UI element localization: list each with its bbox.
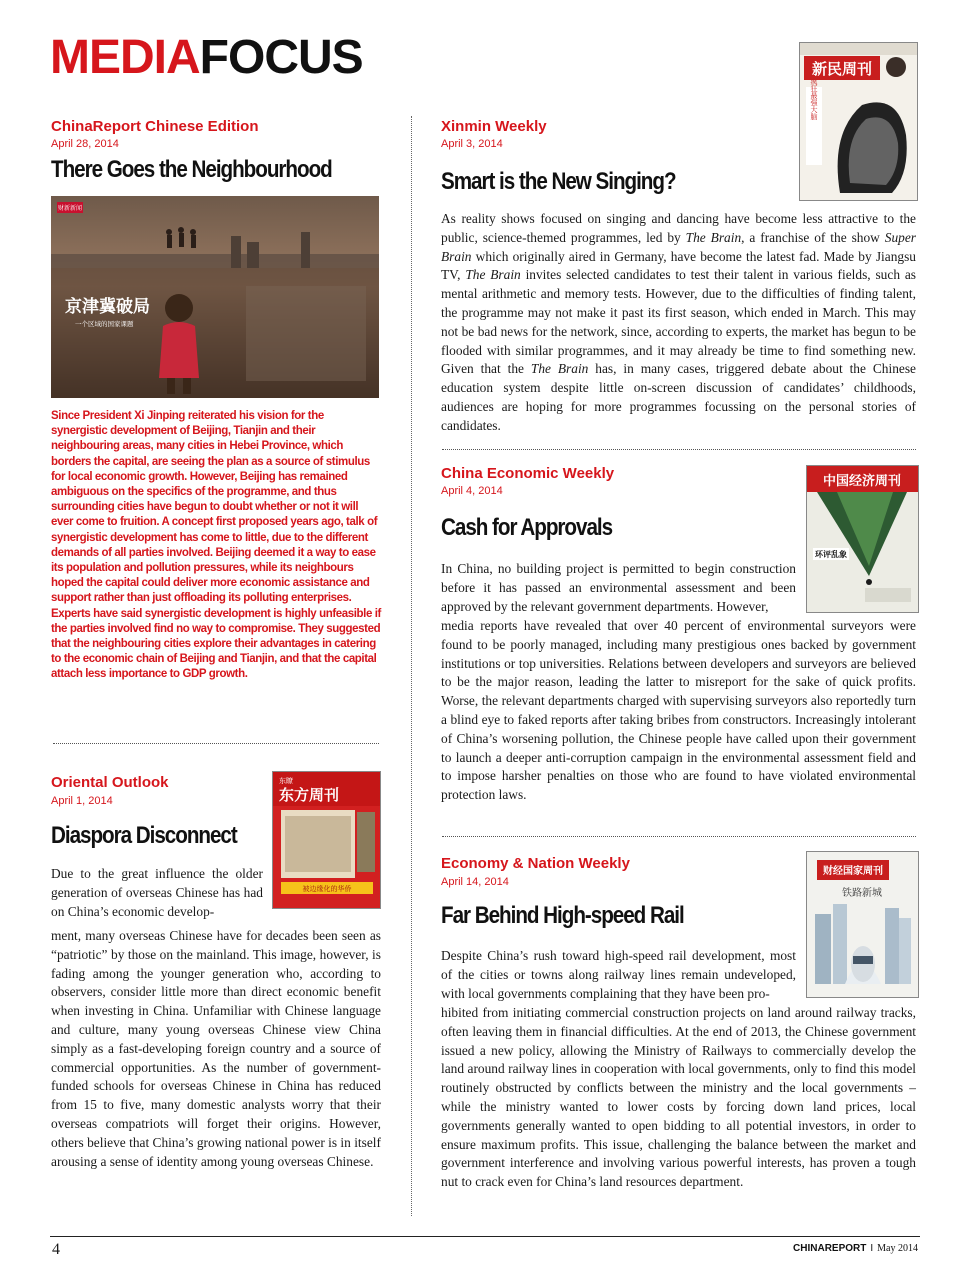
article-body-intro: Despite China’s rush toward high-speed rail development, most of the cities or towns along railway lines remain undeveloped, with local governments complaining that they have been pro- — [441, 948, 796, 1001]
page-number: 4 — [52, 1241, 60, 1258]
feature-photo — [51, 196, 379, 398]
publication-date: April 3, 2014 — [441, 138, 503, 150]
photo-subtitle: 一个区域的国家课题 — [75, 320, 134, 328]
masthead-media: MEDIA — [50, 31, 200, 84]
article-headline: There Goes the Neighbourhood — [51, 156, 332, 183]
article-headline: Diaspora Disconnect — [51, 822, 237, 849]
publication-date: April 4, 2014 — [441, 485, 503, 497]
cover-tag: 东瞭 — [279, 777, 293, 785]
magazine-cover-graphic — [800, 43, 917, 200]
cover-title: 中国经济周刊 — [822, 474, 902, 489]
magazine-cover-oriental-outlook — [272, 771, 381, 909]
article-headline: Cash for Approvals — [441, 514, 613, 541]
footer-brand — [793, 1243, 918, 1254]
cover-tag: 疯狂最强大脑 — [810, 78, 818, 120]
magazine-cover-graphic — [807, 466, 918, 612]
cover-banner: 被边缘化的华侨 — [302, 885, 352, 893]
masthead — [50, 31, 363, 84]
masthead-focus: FOCUS — [199, 31, 363, 84]
cover-tag: 铁路新城 — [842, 888, 882, 899]
footer-brand-name: CHINAREPORT — [793, 1243, 867, 1254]
magazine-cover-xinmin — [799, 42, 918, 201]
footer-issue-month: May 2014 — [877, 1243, 918, 1254]
article-headline: Smart is the New Singing? — [441, 168, 676, 195]
magazine-cover-graphic — [273, 772, 380, 908]
publication-date: April 28, 2014 — [51, 138, 119, 150]
column-divider — [411, 116, 412, 1216]
article-body: As reality shows focused on singing and dancing have become less attractive to the public, science-themed programmes, led by The Brain, a franchise of the show Super Brain which originally aired in Germany, have become the latest fad. Made by Jiangsu TV, The Brain invites selected candidates to test their talent in various fields, such as mental arithmetic and memory tests. However, due to the difficulties of finding talent, the programme may not make it past its first season, which ended in March. This may not be bad news for the network, since, according to experts, the market has begun to be flooded with similar programmes, and it may already be time to find something new. Given that the The Brain has, in many cases, triggered debate about the Chinese education system despite little on-screen discussion of candidates’ childhoods, audiences are hoping for more programmes focussing on the personal stories of candidates. — [441, 211, 916, 433]
footer-rule — [50, 1236, 920, 1237]
magazine-cover-economy-nation-weekly — [806, 851, 919, 998]
cover-title: 新民周刊 — [811, 60, 873, 78]
publication-name: Oriental Outlook — [51, 774, 169, 791]
section-divider — [442, 836, 916, 837]
photo-logo: 财新新闻 — [57, 205, 83, 212]
publication-name: Xinmin Weekly — [441, 118, 547, 135]
article-body: media reports have revealed that over 40 percent of environmental surveyors were found to be poorly managed, including many prestigious ones backed by government institutions or top universities. Relations between developers and surveyors are believed to be the major reason, leading the latter to misreport for the sake of quick profits. Worse, the relevant departments charged with supervising surveyors also reportedly turn a blind eye to faked reports after taking bribes from constructors. Increasingly intolerant of China’s worsening pollution, the Chinese people have called upon their government to launch a deeper anti-corruption campaign in the environmental assessment field and to impose harsher penalties on those who are found to have violated environmental protection laws. — [441, 618, 916, 803]
publication-name: ChinaReport Chinese Edition — [51, 118, 259, 135]
publication-name: China Economic Weekly — [441, 465, 615, 482]
section-divider — [442, 449, 916, 450]
feature-photo-graphic — [51, 196, 379, 398]
magazine-cover-graphic — [807, 852, 918, 997]
footer-separator: I — [870, 1243, 874, 1254]
article-summary: Since President Xi Jinping reiterated his vision for the synergistic development of Beijing, Tianjin and their neighbouring areas, many cities in Hebei Province, which borders the capital, are seeing the plan as a source of stimulus for local economic growth. However, Beijing has remained ambiguous on the specifics of the programme, and thus surrounding cities have begun to doubt whether or not it will ever come to fruition. A concept first proposed years ago, talk of synergistic development has come to little, due to the different demands of all parties involved. Beijing deemed it a way to ease its population and pollution pressures, while its neighbours hoped the capital could deliver more economic assistance and support rather than just offloading its polluting enterprises. Experts have said synergistic development is highly unfeasible if the parties involved find no way to compromise. They suggested that the neighbouring cities explore their advantages in catering to the economic chain of Beijing and Tianjin, and that the capital attach less importance to GDP growth. — [51, 410, 381, 681]
publication-date: April 1, 2014 — [51, 795, 113, 807]
article-body: hibited from initiating commercial construction projects on land around railway tracks, often leaving them in financial difficulties. At the end of 2013, the Chinese government issued a new policy, allowing the Ministry of Railways to commercially develop the land around railway lines in cooperation with local governments, only to find this model routinely obstructed by conflicts between the ministry and the local governments – while the ministry wanted to lower costs by forcing down land prices, local governments generally wanted to open bidding to all potential investors, in order to ensure maximum profits. This issue, challenging the balance between the market and government interference and involving various powerful interests, has proven a tough nut to crack even for China’s land resources department. — [441, 1005, 916, 1190]
photo-title: 京津冀破局 — [65, 297, 150, 317]
article-body-intro: In China, no building project is permitted to begin construction before it has passed an environmental assessment and been approved by the relevant government departments. However, — [441, 561, 796, 614]
article-headline: Far Behind High-speed Rail — [441, 902, 684, 929]
cover-title: 财经国家周刊 — [823, 866, 883, 877]
publication-date: April 14, 2014 — [441, 876, 509, 888]
article-body-intro: Due to the great influence the older generation of overseas Chinese has had on China’s economic develop- — [51, 866, 263, 919]
section-divider — [53, 743, 379, 744]
publication-name: Economy & Nation Weekly — [441, 855, 630, 872]
cover-tag: 环评乱象 — [815, 550, 847, 559]
article-body: ment, many overseas Chinese have for decades been seen as “patriotic” by those on the mainland. This image, however, is fading among the younger generation who, according to observers, consider little more than direct economic benefit when investing in China. Unfamiliar with Chinese language and culture, many young overseas Chinese view China simply as a fast-developing foreign country and a source of commercial opportunities. As the number of government-funded schools for overseas Chinese in China has reduced from 15 to five, many domestic analysts worry that their overseas compatriots will forget their origins. However, others believe that China’s growing national power is in itself arousing a sense of identity among young overseas Chinese. — [51, 928, 381, 1169]
magazine-cover-china-economic-weekly — [806, 465, 919, 613]
cover-title: 东方周刊 — [279, 786, 340, 804]
